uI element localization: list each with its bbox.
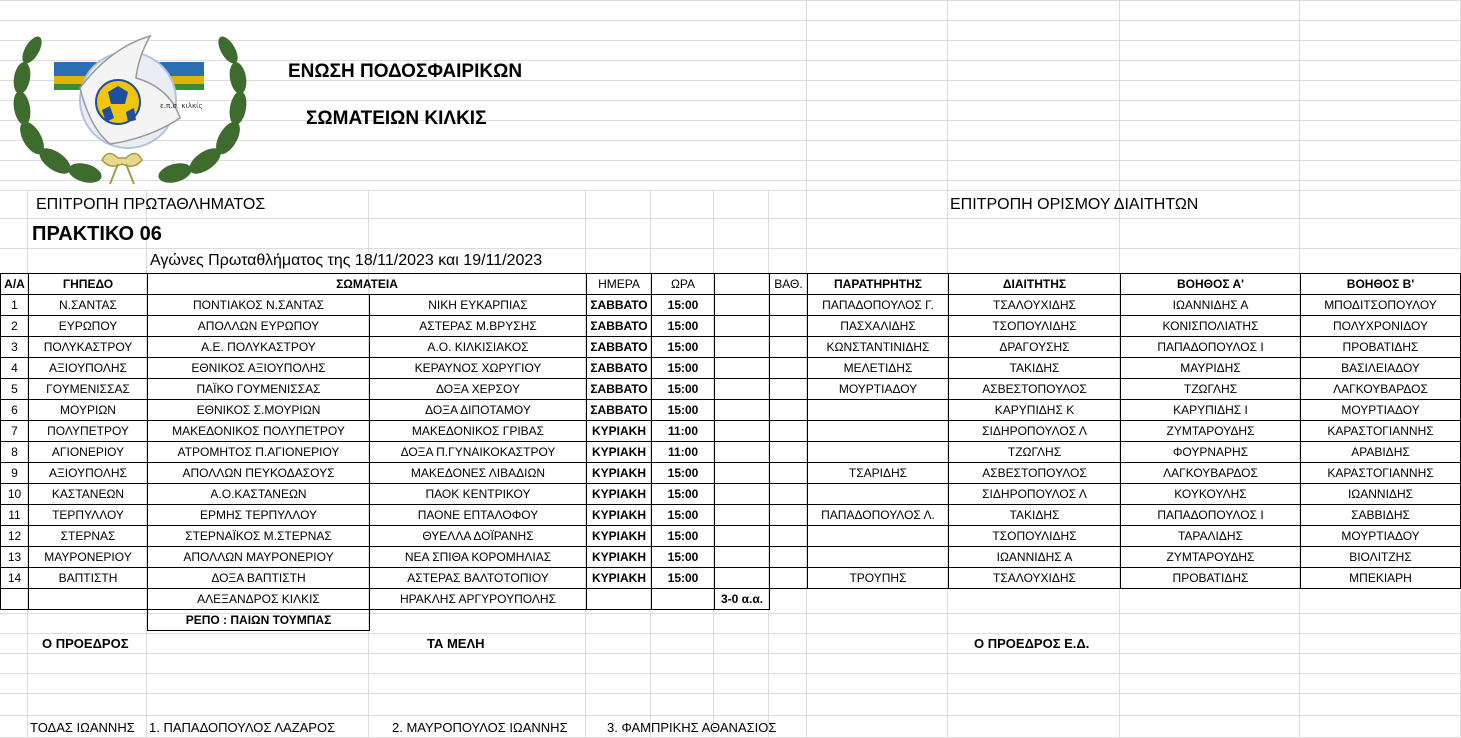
match-day: ΣΑΒΒΑΤΟ bbox=[587, 337, 652, 358]
empty-cell bbox=[587, 610, 652, 631]
home-club: ΔΟΞΑ ΒΑΠΤΙΣΤΗ bbox=[148, 568, 370, 589]
match-ground: Ν.ΣΑΝΤΑΣ bbox=[29, 295, 148, 316]
match-time: 15:00 bbox=[652, 400, 715, 421]
home-club: ΕΘΝΙΚΟΣ Σ.ΜΟΥΡΙΩΝ bbox=[148, 400, 370, 421]
col-header-ground: ΓΗΠΕΔΟ bbox=[29, 274, 148, 295]
logo-text: ε.π.σ. κιλκίς bbox=[160, 102, 203, 110]
member-2-name: 2. ΜΑΥΡΟΠΟΥΛΟΣ ΙΩΑΝΝΗΣ bbox=[392, 720, 568, 735]
table-row bbox=[1, 442, 1461, 463]
grade-cell bbox=[770, 442, 808, 463]
home-club: ΑΠΟΛΛΩΝ ΠΕΥΚΟΔΑΣΟΥΣ bbox=[148, 463, 370, 484]
referee-president-label: Ο ΠΡΟΕΔΡΟΣ Ε.Δ. bbox=[974, 636, 1090, 651]
assistant-a: ΛΑΓΚΟΥΒΑΡΔΟΣ bbox=[1121, 463, 1301, 484]
table-row bbox=[1, 400, 1461, 421]
referee: ΣΙΔΗΡΟΠΟΥΛΟΣ Λ bbox=[949, 421, 1121, 442]
match-day: ΣΑΒΒΑΤΟ bbox=[587, 379, 652, 400]
rest-row bbox=[1, 610, 1461, 631]
assistant-a: ΖΥΜΤΑΡΟΥΔΗΣ bbox=[1121, 547, 1301, 568]
grade-cell bbox=[770, 526, 808, 547]
blank-cell bbox=[715, 421, 770, 442]
observer: ΤΡΟΥΠΗΣ bbox=[808, 568, 949, 589]
away-club: ΝΕΑ ΣΠΙΘΑ ΚΟΡΟΜΗΛΙΑΣ bbox=[370, 547, 587, 568]
org-title-line2: ΣΩΜΑΤΕΙΩΝ ΚΙΛΚΙΣ bbox=[306, 108, 487, 129]
home-club: ΕΡΜΗΣ ΤΕΡΠΥΛΛΟΥ bbox=[148, 505, 370, 526]
assistant-b: ΛΑΓΚΟΥΒΑΡΔΟΣ bbox=[1301, 379, 1461, 400]
away-club: ΜΑΚΕΔΟΝΕΣ ΛΙΒΑΔΙΩΝ bbox=[370, 463, 587, 484]
empty-cell bbox=[808, 589, 949, 610]
empty-cell bbox=[370, 610, 587, 631]
away-club: ΔΟΞΑ Π.ΓΥΝΑΙΚΟΚΑΣΤΡΟΥ bbox=[370, 442, 587, 463]
observer bbox=[808, 547, 949, 568]
col-header-referee: ΔΙΑΙΤΗΤΗΣ bbox=[949, 274, 1121, 295]
empty-cell bbox=[652, 610, 715, 631]
table-row bbox=[1, 505, 1461, 526]
grade-cell bbox=[770, 379, 808, 400]
grade-cell bbox=[770, 421, 808, 442]
observer bbox=[808, 442, 949, 463]
blank-cell bbox=[1, 589, 29, 610]
blank-cell bbox=[715, 295, 770, 316]
federation-logo bbox=[10, 18, 250, 190]
blank-cell bbox=[715, 400, 770, 421]
match-time: 15:00 bbox=[652, 463, 715, 484]
empty-cell bbox=[29, 610, 148, 631]
assistant-a: ΚΑΡΥΠΙΔΗΣ Ι bbox=[1121, 400, 1301, 421]
match-day: ΚΥΡΙΑΚΗ bbox=[587, 526, 652, 547]
match-schedule-table bbox=[0, 273, 1461, 631]
table-row bbox=[1, 421, 1461, 442]
assistant-b: ΜΠΟΔΙΤΣΟΠΟΥΛΟΥ bbox=[1301, 295, 1461, 316]
blank-cell bbox=[715, 526, 770, 547]
grade-cell bbox=[770, 484, 808, 505]
blank-cell bbox=[715, 379, 770, 400]
table-row bbox=[1, 379, 1461, 400]
match-day: ΚΥΡΙΑΚΗ bbox=[587, 547, 652, 568]
referee: ΤΣΟΠΟΥΛΙΔΗΣ bbox=[949, 316, 1121, 337]
match-time: 15:00 bbox=[652, 547, 715, 568]
match-ground: ΣΤΕΡΝΑΣ bbox=[29, 526, 148, 547]
match-ground: ΠΟΛΥΠΕΤΡΟΥ bbox=[29, 421, 148, 442]
match-time: 11:00 bbox=[652, 421, 715, 442]
blank-cell bbox=[715, 358, 770, 379]
blank-cell bbox=[715, 505, 770, 526]
match-time: 15:00 bbox=[652, 358, 715, 379]
match-number: 14 bbox=[1, 568, 29, 589]
assistant-a: ΠΑΠΑΔΟΠΟΥΛΟΣ Ι bbox=[1121, 337, 1301, 358]
observer bbox=[808, 400, 949, 421]
table-row bbox=[1, 316, 1461, 337]
table-row bbox=[1, 547, 1461, 568]
president-label: Ο ΠΡΟΕΔΡΟΣ bbox=[42, 636, 129, 651]
col-header-assistant-a: ΒΟΗΘΟΣ Α' bbox=[1121, 274, 1301, 295]
match-ground: ΓΟΥΜΕΝΙΣΣΑΣ bbox=[29, 379, 148, 400]
assistant-b: ΠΡΟΒΑΤΙΔΗΣ bbox=[1301, 337, 1461, 358]
member-3-name: 3. ΦΑΜΠΡΙΚΗΣ ΑΘΑΝΑΣΙΟΣ bbox=[607, 720, 777, 735]
match-ground: ΑΞΙΟΥΠΟΛΗΣ bbox=[29, 358, 148, 379]
col-header-blank bbox=[715, 274, 770, 295]
assistant-a: ΚΟΥΚΟΥΛΗΣ bbox=[1121, 484, 1301, 505]
match-ground: ΑΞΙΟΥΠΟΛΗΣ bbox=[29, 463, 148, 484]
assistant-a: ΙΩΑΝΝΙΔΗΣ Α bbox=[1121, 295, 1301, 316]
match-time: 15:00 bbox=[652, 484, 715, 505]
col-header-grade: ΒΑΘ. bbox=[770, 274, 808, 295]
match-day: ΣΑΒΒΑΤΟ bbox=[587, 316, 652, 337]
table-row bbox=[1, 463, 1461, 484]
home-club: ΑΤΡΟΜΗΤΟΣ Π.ΑΓΙΟΝΕΡΙΟΥ bbox=[148, 442, 370, 463]
observer: ΜΟΥΡΤΙΑΔΟΥ bbox=[808, 379, 949, 400]
observer: ΚΩΝΣΤΑΝΤΙΝΙΔΗΣ bbox=[808, 337, 949, 358]
home-club: ΜΑΚΕΔΟΝΙΚΟΣ ΠΟΛΥΠΕΤΡΟΥ bbox=[148, 421, 370, 442]
match-time: 15:00 bbox=[652, 337, 715, 358]
empty-cell bbox=[715, 610, 770, 631]
grade-cell bbox=[770, 337, 808, 358]
rest-team: ΡΕΠΟ : ΠΑΙΩΝ ΤΟΥΜΠΑΣ bbox=[148, 610, 370, 631]
referee-committee-label: ΕΠΙΤΡΟΠΗ ΟΡΙΣΜΟΥ ΔΙΑΙΤΗΤΩΝ bbox=[950, 196, 1199, 213]
observer: ΤΣΑΡΙΔΗΣ bbox=[808, 463, 949, 484]
home-club: Α.Ο.ΚΑΣΤΑΝΕΩΝ bbox=[148, 484, 370, 505]
empty-cell bbox=[1121, 589, 1301, 610]
grade-cell bbox=[770, 316, 808, 337]
extra-home-club: ΑΛΕΞΑΝΔΡΟΣ ΚΙΛΚΙΣ bbox=[148, 589, 370, 610]
observer bbox=[808, 421, 949, 442]
match-day: ΣΑΒΒΑΤΟ bbox=[587, 295, 652, 316]
observer: ΠΑΠΑΔΟΠΟΥΛΟΣ Λ. bbox=[808, 505, 949, 526]
member-1-name: 1. ΠΑΠΑΔΟΠΟΥΛΟΣ ΛΑΖΑΡΟΣ bbox=[149, 720, 336, 735]
president-name: ΤΟΔΑΣ ΙΩΑΝΝΗΣ bbox=[30, 720, 135, 735]
home-club: ΑΠΟΛΛΩΝ ΜΑΥΡΟΝΕΡΙΟΥ bbox=[148, 547, 370, 568]
match-number: 7 bbox=[1, 421, 29, 442]
assistant-b: ΜΟΥΡΤΙΑΔΟΥ bbox=[1301, 400, 1461, 421]
referee: ΤΑΚΙΔΗΣ bbox=[949, 505, 1121, 526]
empty-cell bbox=[770, 589, 808, 610]
org-title-line1: ΕΝΩΣΗ ΠΟΔΟΣΦΑΙΡΙΚΩΝ bbox=[288, 61, 523, 82]
referee: ΣΙΔΗΡΟΠΟΥΛΟΣ Λ bbox=[949, 484, 1121, 505]
assistant-b: ΑΡΑΒΙΔΗΣ bbox=[1301, 442, 1461, 463]
match-number: 1 bbox=[1, 295, 29, 316]
empty-cell bbox=[1121, 610, 1301, 631]
blank-cell bbox=[715, 547, 770, 568]
grade-cell bbox=[770, 358, 808, 379]
assistant-b: ΙΩΑΝΝΙΔΗΣ bbox=[1301, 484, 1461, 505]
empty-cell bbox=[770, 610, 808, 631]
grade-cell bbox=[770, 295, 808, 316]
col-header-clubs: ΣΩΜΑΤΕΙΑ bbox=[148, 274, 587, 295]
match-number: 10 bbox=[1, 484, 29, 505]
match-time: 15:00 bbox=[652, 568, 715, 589]
match-time: 15:00 bbox=[652, 316, 715, 337]
assistant-a: ΖΥΜΤΑΡΟΥΔΗΣ bbox=[1121, 421, 1301, 442]
assistant-b: ΠΟΛΥΧΡΟΝΙΔΟΥ bbox=[1301, 316, 1461, 337]
blank-cell bbox=[587, 589, 652, 610]
assistant-b: ΒΙΟΛΙΤΖΗΣ bbox=[1301, 547, 1461, 568]
away-club: ΝΙΚΗ ΕΥΚΑΡΠΙΑΣ bbox=[370, 295, 587, 316]
home-club: ΕΘΝΙΚΟΣ ΑΞΙΟΥΠΟΛΗΣ bbox=[148, 358, 370, 379]
match-day: ΚΥΡΙΑΚΗ bbox=[587, 484, 652, 505]
empty-cell bbox=[949, 589, 1121, 610]
referee: ΑΣΒΕΣΤΟΠΟΥΛΟΣ bbox=[949, 463, 1121, 484]
table-row bbox=[1, 484, 1461, 505]
referee: ΙΩΑΝΝΙΔΗΣ Α bbox=[949, 547, 1121, 568]
match-time: 15:00 bbox=[652, 379, 715, 400]
extra-match-row bbox=[1, 589, 1461, 610]
assistant-a: ΜΑΥΡΙΔΗΣ bbox=[1121, 358, 1301, 379]
home-club: ΠΟΝΤΙΑΚΟΣ Ν.ΣΑΝΤΑΣ bbox=[148, 295, 370, 316]
match-time: 15:00 bbox=[652, 295, 715, 316]
match-number: 3 bbox=[1, 337, 29, 358]
referee: ΤΣΟΠΟΥΛΙΔΗΣ bbox=[949, 526, 1121, 547]
blank-cell bbox=[715, 316, 770, 337]
match-day: ΚΥΡΙΑΚΗ bbox=[587, 442, 652, 463]
assistant-a: ΠΡΟΒΑΤΙΔΗΣ bbox=[1121, 568, 1301, 589]
away-club: Α.Ο. ΚΙΛΚΙΣΙΑΚΟΣ bbox=[370, 337, 587, 358]
away-club: ΔΟΞΑ ΧΕΡΣΟΥ bbox=[370, 379, 587, 400]
extra-match-result: 3-0 α.α. bbox=[715, 589, 770, 610]
referee: ΑΣΒΕΣΤΟΠΟΥΛΟΣ bbox=[949, 379, 1121, 400]
assistant-b: ΚΑΡΑΣΤΟΓΙΑΝΝΗΣ bbox=[1301, 463, 1461, 484]
match-ground: ΕΥΡΩΠΟΥ bbox=[29, 316, 148, 337]
empty-cell bbox=[949, 610, 1121, 631]
assistant-b: ΜΠΕΚΙΑΡΗ bbox=[1301, 568, 1461, 589]
match-number: 9 bbox=[1, 463, 29, 484]
empty-cell bbox=[1301, 610, 1461, 631]
match-number: 6 bbox=[1, 400, 29, 421]
away-club: ΘΥΕΛΛΑ ΔΟΪΡΑΝΗΣ bbox=[370, 526, 587, 547]
observer: ΜΕΛΕΤΙΔΗΣ bbox=[808, 358, 949, 379]
empty-cell bbox=[808, 610, 949, 631]
observer: ΠΑΠΑΔΟΠΟΥΛΟΣ Γ. bbox=[808, 295, 949, 316]
referee: ΚΑΡΥΠΙΔΗΣ Κ bbox=[949, 400, 1121, 421]
extra-away-club: ΗΡΑΚΛΗΣ ΑΡΓΥΡΟΥΠΟΛΗΣ bbox=[370, 589, 587, 610]
table-row bbox=[1, 358, 1461, 379]
empty-cell bbox=[1, 610, 29, 631]
assistant-b: ΣΑΒΒΙΔΗΣ bbox=[1301, 505, 1461, 526]
match-number: 2 bbox=[1, 316, 29, 337]
assistant-a: ΚΟΝΙΣΠΟΛΙΑΤΗΣ bbox=[1121, 316, 1301, 337]
assistant-a: ΦΟΥΡΝΑΡΗΣ bbox=[1121, 442, 1301, 463]
referee: ΤΣΑΛΟΥΧΙΔΗΣ bbox=[949, 568, 1121, 589]
observer: ΠΑΣΧΑΛΙΔΗΣ bbox=[808, 316, 949, 337]
match-day: ΚΥΡΙΑΚΗ bbox=[587, 505, 652, 526]
report-subtitle: Αγώνες Πρωταθλήματος της 18/11/2023 και 19/11/2023 bbox=[150, 252, 543, 269]
grade-cell bbox=[770, 505, 808, 526]
away-club: ΑΣΤΕΡΑΣ Μ.ΒΡΥΣΗΣ bbox=[370, 316, 587, 337]
col-header-aa: Α/Α bbox=[1, 274, 29, 295]
match-time: 15:00 bbox=[652, 526, 715, 547]
match-number: 5 bbox=[1, 379, 29, 400]
grade-cell bbox=[770, 547, 808, 568]
col-header-observer: ΠΑΡΑΤΗΡΗΤΗΣ bbox=[808, 274, 949, 295]
blank-cell bbox=[715, 568, 770, 589]
away-club: ΜΑΚΕΔΟΝΙΚΟΣ ΓΡΙΒΑΣ bbox=[370, 421, 587, 442]
referee: ΤΣΑΛΟΥΧΙΔΗΣ bbox=[949, 295, 1121, 316]
match-ground: ΑΓΙΟΝΕΡΙΟΥ bbox=[29, 442, 148, 463]
match-ground: ΚΑΣΤΑΝΕΩΝ bbox=[29, 484, 148, 505]
col-header-time: ΩΡΑ bbox=[652, 274, 715, 295]
observer bbox=[808, 526, 949, 547]
blank-cell bbox=[715, 484, 770, 505]
assistant-b: ΜΟΥΡΤΙΑΔΟΥ bbox=[1301, 526, 1461, 547]
home-club: ΠΑΪΚΟ ΓΟΥΜΕΝΙΣΣΑΣ bbox=[148, 379, 370, 400]
match-time: 11:00 bbox=[652, 442, 715, 463]
table-row bbox=[1, 295, 1461, 316]
match-ground: ΒΑΠΤΙΣΤΗ bbox=[29, 568, 148, 589]
match-day: ΚΥΡΙΑΚΗ bbox=[587, 568, 652, 589]
blank-cell bbox=[652, 589, 715, 610]
col-header-assistant-b: ΒΟΗΘΟΣ Β' bbox=[1301, 274, 1461, 295]
blank-cell bbox=[29, 589, 148, 610]
grade-cell bbox=[770, 400, 808, 421]
report-title: ΠΡΑΚΤΙΚΟ 06 bbox=[32, 223, 162, 245]
away-club: ΠΑΟΚ ΚΕΝΤΡΙΚΟΥ bbox=[370, 484, 587, 505]
away-club: ΔΟΞΑ ΔΙΠΟΤΑΜΟΥ bbox=[370, 400, 587, 421]
assistant-a: ΤΑΡΑΛΙΔΗΣ bbox=[1121, 526, 1301, 547]
table-row bbox=[1, 337, 1461, 358]
table-row bbox=[1, 568, 1461, 589]
match-number: 8 bbox=[1, 442, 29, 463]
assistant-b: ΒΑΣΙΛΕΙΑΔΟΥ bbox=[1301, 358, 1461, 379]
home-club: ΑΠΟΛΛΩΝ ΕΥΡΩΠΟΥ bbox=[148, 316, 370, 337]
match-time: 15:00 bbox=[652, 505, 715, 526]
match-number: 13 bbox=[1, 547, 29, 568]
assistant-b: ΚΑΡΑΣΤΟΓΙΑΝΝΗΣ bbox=[1301, 421, 1461, 442]
match-day: ΣΑΒΒΑΤΟ bbox=[587, 358, 652, 379]
away-club: ΚΕΡΑΥΝΟΣ ΧΩΡΥΓΙΟΥ bbox=[370, 358, 587, 379]
match-day: ΚΥΡΙΑΚΗ bbox=[587, 421, 652, 442]
home-club: Α.Ε. ΠΟΛΥΚΑΣΤΡΟΥ bbox=[148, 337, 370, 358]
blank-cell bbox=[715, 442, 770, 463]
grade-cell bbox=[770, 463, 808, 484]
away-club: ΠΑΟΝΕ ΕΠΤΑΛΟΦΟΥ bbox=[370, 505, 587, 526]
championship-committee-label: ΕΠΙΤΡΟΠΗ ΠΡΩΤΑΘΛΗΜΑΤΟΣ bbox=[36, 196, 266, 213]
match-number: 11 bbox=[1, 505, 29, 526]
grade-cell bbox=[770, 568, 808, 589]
assistant-a: ΠΑΠΑΔΟΠΟΥΛΟΣ Ι bbox=[1121, 505, 1301, 526]
observer bbox=[808, 484, 949, 505]
assistant-a: ΤΖΩΓΛΗΣ bbox=[1121, 379, 1301, 400]
away-club: ΑΣΤΕΡΑΣ ΒΑΛΤΟΤΟΠΙΟΥ bbox=[370, 568, 587, 589]
col-header-day: ΗΜΕΡΑ bbox=[587, 274, 652, 295]
table-row bbox=[1, 526, 1461, 547]
match-ground: ΜΟΥΡΙΩΝ bbox=[29, 400, 148, 421]
match-number: 4 bbox=[1, 358, 29, 379]
blank-cell bbox=[715, 337, 770, 358]
referee: ΤΑΚΙΔΗΣ bbox=[949, 358, 1121, 379]
match-day: ΣΑΒΒΑΤΟ bbox=[587, 400, 652, 421]
members-label: ΤΑ ΜΕΛΗ bbox=[427, 636, 485, 651]
match-day: ΚΥΡΙΑΚΗ bbox=[587, 463, 652, 484]
referee: ΤΖΩΓΛΗΣ bbox=[949, 442, 1121, 463]
match-ground: ΜΑΥΡΟΝΕΡΙΟΥ bbox=[29, 547, 148, 568]
referee: ΔΡΑΓΟΥΣΗΣ bbox=[949, 337, 1121, 358]
match-ground: ΠΟΛΥΚΑΣΤΡΟΥ bbox=[29, 337, 148, 358]
empty-cell bbox=[1301, 589, 1461, 610]
table-header-row bbox=[1, 274, 1461, 295]
match-ground: ΤΕΡΠΥΛΛΟΥ bbox=[29, 505, 148, 526]
blank-cell bbox=[715, 463, 770, 484]
home-club: ΣΤΕΡΝΑΪΚΟΣ Μ.ΣΤΕΡΝΑΣ bbox=[148, 526, 370, 547]
match-number: 12 bbox=[1, 526, 29, 547]
